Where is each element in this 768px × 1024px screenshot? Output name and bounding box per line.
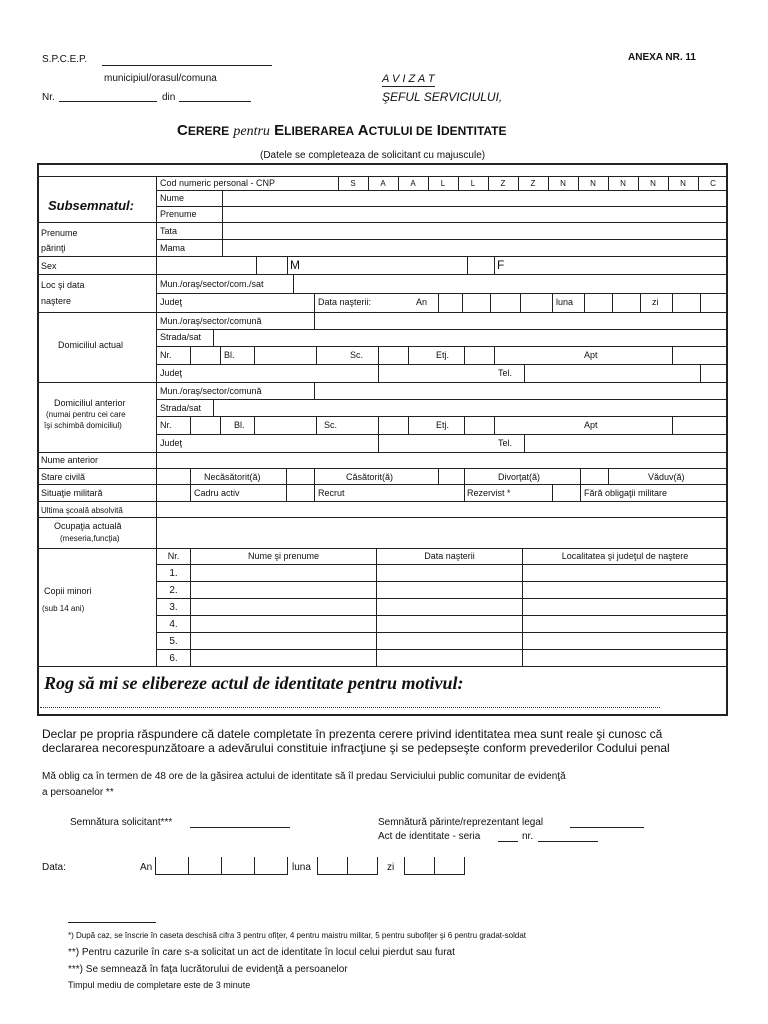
sex-m-label: M — [290, 258, 300, 272]
tata-label: Tata — [160, 226, 178, 236]
copii-nume-field[interactable] — [191, 600, 376, 615]
cnp-label: Cod numeric personal - CNP — [160, 178, 276, 188]
copii-localitate-field[interactable] — [523, 566, 727, 581]
cnp-cell[interactable]: L — [440, 179, 446, 188]
sub-14-label: (sub 14 ani) — [42, 604, 85, 613]
dom-anterior-judet-field[interactable] — [216, 435, 377, 451]
prenume-parinti-label-2: părinţi — [41, 243, 66, 253]
situatie-militara-label: Situaţie militară — [41, 488, 103, 498]
data-zi-label: zi — [387, 862, 395, 873]
din-field[interactable] — [179, 101, 251, 102]
copii-data-field[interactable] — [377, 634, 522, 649]
zi-label: zi — [652, 297, 659, 307]
act-nr-label: nr. — [522, 831, 534, 842]
data-luna-box[interactable] — [348, 858, 376, 873]
seful-label: ŞEFUL SERVICIULUI, — [382, 90, 503, 104]
data-an-box[interactable] — [222, 858, 253, 873]
data-an-label: An — [140, 862, 153, 873]
casatorit-label: Căsătorit(ă) — [346, 472, 394, 482]
dom-actual-apt-field[interactable] — [673, 347, 727, 363]
dom-anterior-sc-label: Sc. — [324, 420, 338, 430]
footnote-divider — [68, 922, 156, 923]
dom-actual-loc-field[interactable] — [315, 313, 727, 328]
cnp-cell[interactable]: C — [710, 179, 716, 188]
an-label: An — [416, 297, 428, 307]
cnp-cell[interactable]: Z — [500, 179, 506, 188]
loc-nastere-label: Mun./oraş/sector/com./sat — [160, 279, 264, 289]
cnp-cell[interactable]: N — [560, 179, 566, 188]
dom-anterior-judet-label: Judeţ — [160, 438, 183, 448]
dom-anterior-strada-field[interactable] — [214, 400, 727, 415]
dom-actual-et-label: Etj. — [436, 350, 450, 360]
act-identitate-label: Act de identitate - seria — [378, 831, 481, 842]
sex-f-label: F — [497, 258, 505, 272]
dom-anterior-bl-label: Bl. — [234, 420, 245, 430]
cadru-activ-checkbox[interactable] — [157, 485, 189, 500]
luna-nastere-field[interactable] — [585, 294, 639, 311]
copii-header-localitate: Localitatea şi judeţul de naştere — [561, 551, 689, 561]
sex-label: Sex — [41, 261, 57, 271]
act-seria-field[interactable] — [498, 841, 518, 842]
data-nasterii-label: Data naşterii: — [318, 297, 372, 307]
luna-label: luna — [556, 297, 574, 307]
copii-localitate-field[interactable] — [523, 583, 727, 598]
copii-data-field[interactable] — [377, 600, 522, 615]
motiv-field[interactable] — [40, 707, 660, 708]
annex-label: ANEXA NR. 11 — [628, 52, 696, 63]
dom-actual-bl-label: Bl. — [224, 350, 235, 360]
spcep-field[interactable] — [102, 65, 272, 66]
subsemnatul-label: Subsemnatul: — [48, 198, 134, 213]
ocupatia-label-2: (meseria,funcţia) — [60, 534, 120, 543]
domiciliul-anterior-label: Domiciliul anterior — [54, 398, 126, 408]
cnp-cell[interactable]: S — [350, 179, 356, 188]
dom-anterior-apt-label: Apt — [584, 420, 598, 430]
data-label: Data: — [42, 862, 66, 873]
dom-actual-apt-label: Apt — [584, 350, 598, 360]
dom-actual-tel-field[interactable] — [525, 365, 699, 381]
dom-actual-et-field[interactable] — [465, 347, 493, 363]
prenume-label: Prenume — [160, 209, 197, 219]
page-title: CERERE pentru ELIBERAREA ACTULUI DE IDENTITATE — [177, 122, 507, 139]
copii-row-number: 6. — [169, 653, 178, 664]
act-nr-field[interactable] — [538, 841, 598, 842]
nume-anterior-label: Nume anterior — [41, 455, 99, 465]
copii-nume-field[interactable] — [191, 634, 376, 649]
dom-actual-nr-label: Nr. — [160, 350, 172, 360]
tata-field[interactable] — [223, 223, 727, 239]
divortat-checkbox[interactable] — [439, 469, 463, 483]
vaduv-checkbox[interactable] — [581, 469, 607, 483]
copii-row-number: 5. — [169, 636, 178, 647]
domiciliul-actual-label: Domiciliul actual — [58, 340, 124, 350]
dom-anterior-loc-field[interactable] — [315, 383, 727, 398]
semnatura-solicitant-field[interactable] — [190, 827, 290, 828]
data-an-box[interactable] — [255, 858, 286, 873]
dom-anterior-loc-label: Mun./oraş/sector/comună — [160, 386, 262, 396]
copii-header-data: Data naşterii — [424, 551, 475, 561]
oblig-line-2: a persoanelor ** — [42, 787, 114, 798]
divortat-label: Divorţat(ă) — [498, 472, 541, 482]
semnatura-solicitant-label: Semnătura solicitant*** — [70, 817, 173, 828]
nr-field[interactable] — [59, 101, 157, 102]
dom-actual-loc-label: Mun./oraş/sector/comună — [160, 316, 262, 326]
domiciliul-anterior-note-2: îşi schimbă domiciliul) — [44, 421, 122, 430]
footnote-2: **) Pentru cazurile în care s-a solicitat un act de identitate în locul celui pierdut sau furat — [68, 947, 455, 958]
fara-obligatii-label: Fără obligaţii militare — [584, 488, 668, 498]
data-an-box[interactable] — [189, 858, 220, 873]
cnp-cell[interactable]: N — [590, 179, 596, 188]
copii-nume-field[interactable] — [191, 617, 376, 632]
necasatorit-label: Necăsătorit(ă) — [204, 472, 261, 482]
declaratie-line-2: declararea necorespunzătoare a adevărului constituie infracţiune şi se pedepseşte conform prevederilor Codului penal — [42, 741, 670, 755]
dom-actual-sc-label: Sc. — [350, 350, 364, 360]
spcep-label: S.P.C.E.P. — [42, 54, 88, 65]
dom-anterior-sc-field[interactable] — [379, 417, 407, 433]
copii-localitate-field[interactable] — [523, 600, 727, 615]
nume-anterior-field[interactable] — [157, 453, 727, 467]
recrut-label: Recrut — [318, 488, 345, 498]
cnp-cell[interactable]: N — [650, 179, 656, 188]
copii-nume-field[interactable] — [191, 583, 376, 598]
rezervist-label: Rezervist * — [467, 488, 511, 498]
cnp-cell[interactable]: A — [410, 179, 416, 188]
copii-localitate-field[interactable] — [523, 651, 727, 666]
nume-label: Nume — [160, 193, 185, 203]
dom-actual-sc-field[interactable] — [379, 347, 407, 363]
ocupatia-field[interactable] — [157, 518, 727, 547]
prenume-parinti-label-1: Prenume — [41, 228, 78, 238]
copii-localitate-field[interactable] — [523, 617, 727, 632]
mama-field[interactable] — [223, 240, 727, 255]
copii-data-field[interactable] — [377, 566, 522, 581]
dom-anterior-et-field[interactable] — [465, 417, 493, 433]
judet-nastere-label: Judeţ — [160, 297, 183, 307]
an-nastere-field[interactable] — [439, 294, 551, 311]
copii-row-number: 4. — [169, 619, 178, 630]
cnp-cell[interactable]: L — [470, 179, 476, 188]
dom-anterior-tel-field[interactable] — [525, 435, 727, 451]
cnp-cell[interactable]: A — [380, 179, 386, 188]
mama-label: Mama — [160, 243, 186, 253]
copii-localitate-field[interactable] — [523, 634, 727, 649]
dom-anterior-bl-field[interactable] — [255, 417, 315, 433]
dom-anterior-apt-field[interactable] — [673, 417, 727, 433]
cnp-cell[interactable]: N — [620, 179, 626, 188]
oblig-line-1: Mă oblig ca în termen de 48 ore de la găsirea actului de identitate să îl predau Serviciului public comunitar de evidenţă — [42, 771, 566, 782]
data-zi-box[interactable] — [435, 858, 463, 873]
footnote-3: ***) Se semnează în faţa lucrătorului de evidenţă a persoanelor — [68, 964, 348, 975]
page-subtitle: (Datele se completeaza de solicitant cu majuscule) — [260, 150, 486, 161]
semnatura-parinte-label: Semnătură părinte/reprezentant legal — [378, 817, 544, 828]
copii-data-field[interactable] — [377, 651, 522, 666]
footnote-1: *) După caz, se înscrie în caseta deschisă cifra 3 pentru ofiţer, 4 pentru maistru militar, 5 pentru subofiţer şi 6 pentru gradat-soldat — [68, 931, 527, 940]
sex-f-checkbox[interactable] — [468, 258, 494, 272]
footnote-4: Timpul mediu de completare este de 3 minute — [68, 980, 251, 990]
semnatura-parinte-field[interactable] — [570, 827, 644, 828]
data-zi-box[interactable] — [405, 858, 433, 873]
recrut-checkbox[interactable] — [287, 485, 313, 500]
dom-anterior-nr-field[interactable] — [191, 417, 219, 433]
dom-actual-judet-label: Judeţ — [160, 368, 183, 378]
loc-data-label-2: naştere — [41, 296, 72, 306]
cadru-activ-label: Cadru activ — [194, 488, 240, 498]
stare-civila-label: Stare civilă — [41, 472, 86, 482]
data-luna-label: luna — [292, 862, 311, 873]
vaduv-label: Văduv(ă) — [648, 472, 685, 482]
necasatorit-checkbox[interactable] — [157, 469, 189, 483]
dom-actual-strada-field[interactable] — [214, 330, 727, 345]
dom-anterior-et-label: Etj. — [436, 420, 450, 430]
dom-anterior-nr-label: Nr. — [160, 420, 172, 430]
loc-nastere-field[interactable] — [294, 275, 727, 292]
copii-header-nr: Nr. — [167, 551, 180, 561]
declaratie-line-1: Declar pe propria răspundere că datele completate în prezenta cerere privind identitatea mea sunt reale şi cunosc că — [42, 727, 663, 741]
rog-label: Rog să mi se elibereze actul de identitate pentru motivul: — [44, 673, 464, 693]
copii-nume-field[interactable] — [191, 651, 376, 666]
loc-data-label-1: Loc şi data — [41, 280, 85, 290]
ultima-scoala-label: Ultima şcoală absolvită — [41, 506, 123, 515]
copii-row-number: 2. — [169, 585, 178, 596]
dom-actual-nr-field[interactable] — [191, 347, 219, 363]
rezervist-checkbox[interactable] — [553, 485, 579, 500]
avizat-label: A V I Z A T — [382, 73, 435, 85]
ocupatia-label-1: Ocupaţia actuală — [54, 521, 122, 531]
copii-header-nume: Nume şi prenume — [247, 551, 320, 561]
ultima-scoala-field[interactable] — [157, 502, 727, 516]
dom-actual-judet-field[interactable] — [216, 365, 377, 381]
prenume-field[interactable] — [223, 207, 727, 221]
copii-data-field[interactable] — [377, 583, 522, 598]
domiciliul-anterior-note-1: (numai pentru cei care — [46, 410, 126, 419]
copii-minori-label: Copii minori — [44, 586, 92, 596]
nr-label: Nr. — [42, 92, 55, 103]
copii-row-number: 3. — [169, 602, 178, 613]
dom-actual-bl-field[interactable] — [255, 347, 315, 363]
copii-data-field[interactable] — [377, 617, 522, 632]
sex-m-checkbox[interactable] — [257, 258, 287, 272]
municipiu-label: municipiul/orasul/comuna — [104, 73, 217, 84]
dom-anterior-strada-label: Strada/sat — [160, 403, 202, 413]
data-luna-box[interactable] — [318, 858, 346, 873]
dom-anterior-tel-label: Tel. — [498, 438, 513, 448]
nume-field[interactable] — [223, 191, 727, 205]
dom-actual-strada-label: Strada/sat — [160, 332, 202, 342]
zi-nastere-field[interactable] — [673, 294, 727, 311]
cnp-cell[interactable]: N — [680, 179, 686, 188]
copii-nume-field[interactable] — [191, 566, 376, 581]
copii-row-number: 1. — [169, 568, 178, 579]
data-an-box[interactable] — [156, 858, 187, 873]
casatorit-checkbox[interactable] — [287, 469, 313, 483]
cnp-cell[interactable]: Z — [530, 179, 536, 188]
din-label: din — [162, 92, 176, 103]
dom-actual-tel-label: Tel. — [498, 368, 513, 378]
